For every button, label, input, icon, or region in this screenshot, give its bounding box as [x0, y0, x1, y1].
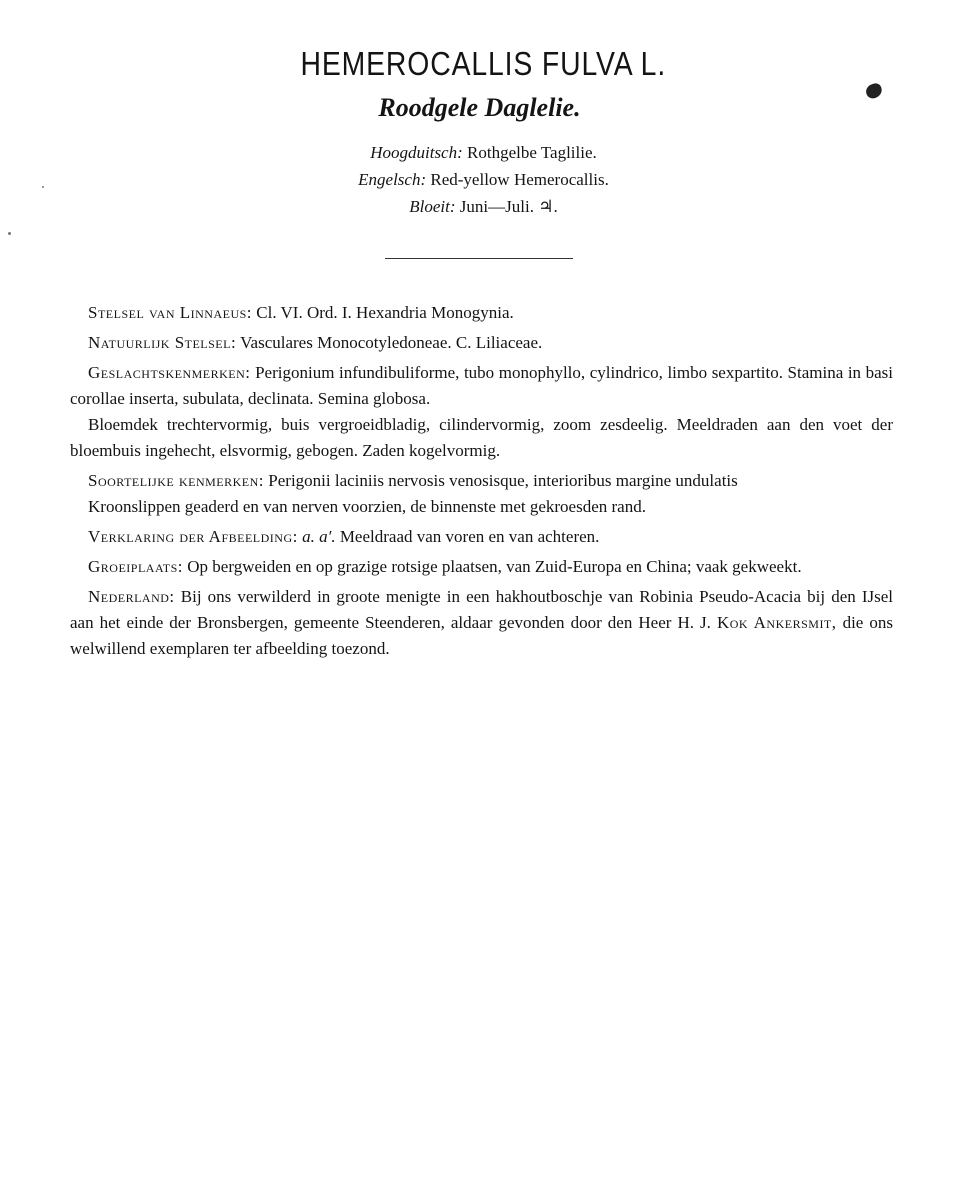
alias-label: Bloeit:	[409, 197, 456, 216]
entry-latin: Perigonium infundibuliforme, tubo monophyllo, cylindrico, limbo sexpartito. Stamina in basi corollae inserta, subulata, declinata. Semina globosa.	[70, 363, 894, 408]
common-name: Roodgele Daglelie.	[378, 93, 581, 122]
entry-text: Meeldraad van voren en van achteren.	[339, 527, 600, 546]
entry-dutch: Kroonslippen geaderd en van nerven voorzien, de binnenste met gekroesden rand.	[88, 497, 646, 516]
divider	[385, 258, 573, 259]
entry-text: Vasculares Monocotyledoneae. C. Liliaceae.	[240, 333, 543, 352]
entry-text: Bij ons verwilderd in groote menigte in een hakhoutboschje van Robinia Pseudo-Acacia bij den IJsel aan het einde der Bronsbergen, gemeente Steenderen, aldaar gevonden door den Heer H. J.	[70, 587, 893, 632]
entry-label: Verklaring der Afbeelding:	[88, 527, 298, 546]
entry-label: Geslachtskenmerken:	[88, 363, 251, 382]
alias-block	[0, 139, 967, 220]
page-title: HEMEROCALLIS FULVA L.	[300, 45, 667, 82]
description-body	[70, 300, 893, 666]
entry-text: Op bergweiden en op grazige rotsige plaatsen, van Zuid-Europa en China; vaak gekweekt.	[187, 557, 802, 576]
entry-label: Nederland:	[88, 587, 175, 606]
alias-row-german	[0, 139, 967, 166]
entry-label: Groeiplaats:	[88, 557, 184, 576]
entry-latin: Perigonii laciniis nervosis venosisque, interioribus margine undulatis	[268, 471, 738, 490]
entry-label: Soortelijke kenmerken:	[88, 471, 265, 490]
entry-natural-system	[70, 330, 893, 356]
alias-row-english	[0, 166, 967, 193]
entry-figure	[70, 524, 893, 550]
alias-row-bloom	[0, 193, 967, 220]
entry-species	[70, 468, 893, 520]
person-name: Kok Ankersmit,	[716, 613, 837, 632]
entry-text: Cl. VI. Ord. I. Hexandria Monogynia.	[256, 303, 514, 322]
alias-label: Engelsch:	[358, 170, 427, 189]
alias-value: Red-yellow Hemerocallis.	[430, 170, 609, 189]
entry-netherlands	[70, 584, 893, 662]
alias-label: Hoogduitsch:	[370, 143, 463, 162]
entry-dutch: Bloemdek trechtervormig, buis vergroeidbladig, cilindervormig, zoom zesdeelig. Meeldraden aan den voet der bloembuis ingehecht, elsvormig, gebogen. Zaden kogelvormig.	[70, 415, 893, 460]
alias-value: Juni—Juli. ♃.	[459, 197, 558, 216]
entry-text: die ons welwillend exemplaren ter afbeelding toezond.	[70, 613, 893, 658]
entry-habitat	[70, 554, 893, 580]
entry-linnaeus	[70, 300, 893, 326]
entry-label: Natuurlijk Stelsel:	[88, 333, 237, 352]
figure-refs: a. a′.	[302, 527, 336, 546]
alias-value: Rothgelbe Taglilie.	[467, 143, 597, 162]
speck	[8, 232, 11, 235]
entry-genus	[70, 360, 893, 464]
entry-label: Stelsel van Linnaeus:	[88, 303, 253, 322]
